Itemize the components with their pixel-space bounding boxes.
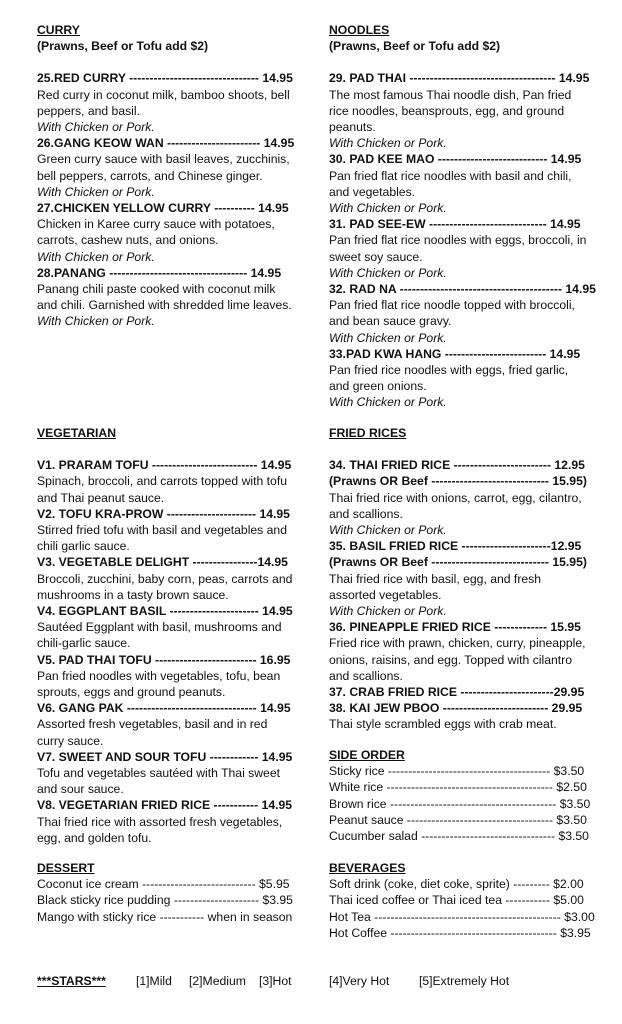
item-description: Thai fried rice with assorted fresh vegetables, egg, and golden tofu. (37, 814, 283, 845)
item-title: V4. EGGPLANT BASIL ---------------------- 14.95 (37, 604, 293, 619)
stars-label: ***STARS*** (37, 974, 106, 988)
item-note: With Chicken or Pork. (329, 136, 447, 151)
item-description: Pan fried flat rice noodles with basil and chili, and vegetables. (329, 168, 572, 199)
item-note: With Chicken or Pork. (329, 604, 447, 619)
side-order-section (329, 747, 591, 844)
item-title: 27.CHICKEN YELLOW CURRY ---------- 14.95 (37, 201, 289, 216)
price-row: Brown rice ----------------------------------------- $3.50 (329, 796, 591, 811)
item-description: Spinach, broccoli, and carrots topped with tofu and Thai peanut sauce. (37, 474, 287, 505)
item-price-alt: (Prawns OR Beef ----------------------------- 15.95) (329, 474, 587, 489)
left-column (37, 22, 295, 962)
menu-item (37, 200, 295, 265)
spice-level-5: [5]Extremely Hot (419, 974, 510, 988)
fried-rices-section (329, 425, 587, 733)
price-row: Peanut sauce ------------------------------------ $3.50 (329, 812, 587, 827)
item-title: 32. RAD NA ---------------------------------------- 14.95 (329, 282, 596, 297)
right-column (329, 22, 596, 962)
item-description: Stirred fried tofu with basil and vegetables and chili garlic sauce. (37, 523, 287, 554)
item-title: 31. PAD SEE-EW ----------------------------- 14.95 (329, 217, 581, 232)
item-title: 26.GANG KEOW WAN ----------------------- 14.95 (37, 136, 295, 151)
price-row: Sticky rice ---------------------------------------- $3.50 (329, 764, 585, 779)
price-row: White rice ----------------------------------------- $2.50 (329, 780, 587, 795)
item-description: Pan fried noodles with vegetables, tofu, bean sprouts, eggs and ground peanuts. (37, 668, 281, 700)
item-title: 30. PAD KEE MAO --------------------------- 14.95 (329, 152, 582, 167)
item-note: With Chicken or Pork. (329, 330, 447, 345)
side-order-heading: SIDE ORDER (329, 748, 405, 762)
item-description: Thai style scrambled eggs with crab meat. (329, 717, 557, 732)
curry-subheading: (Prawns, Beef or Tofu add $2) (37, 39, 209, 54)
item-title: 25.RED CURRY -------------------------------- 14.95 (37, 71, 293, 86)
item-note: With Chicken or Pork. (37, 249, 155, 264)
item-description: Thai fried rice with onions, carrot, egg, cilantro, and scallions. (329, 490, 582, 521)
item-description: Panang chili paste cooked with coconut milk and chili. Garnished with shredded lime leaves. (37, 282, 292, 313)
menu-item (37, 135, 295, 200)
item-note: With Chicken or Pork. (37, 184, 155, 199)
item-title: V3. VEGETABLE DELIGHT ----------------14.95 (37, 555, 288, 570)
price-row: Thai iced coffee or Thai iced tea ----------- $5.00 (329, 893, 584, 908)
item-note: With Chicken or Pork. (37, 314, 155, 329)
item-title: V7. SWEET AND SOUR TOFU ------------ 14.95 (37, 749, 293, 764)
item-description: Green curry sauce with basil leaves, zucchinis, bell peppers, carrots, and Chinese ginger. (37, 152, 290, 183)
item-description: Fried rice with prawn, chicken, curry, pineapple, onions, raisins, and egg. Topped with cilantro and scallions. (329, 636, 586, 683)
item-note: With Chicken or Pork. (329, 201, 447, 216)
item-description: Pan fried rice noodles with eggs, fried garlic, and green onions. (329, 363, 569, 394)
price-row: Black sticky rice pudding --------------------- $3.95 (37, 893, 293, 908)
item-title: 37. CRAB FRIED RICE -----------------------29.95 (329, 685, 585, 700)
spice-level-2: [2]Medium (189, 974, 246, 988)
spice-level-3: [3]Hot (259, 974, 292, 988)
price-row: Hot Tea ---------------------------------------------- $3.00 (329, 909, 595, 924)
dessert-heading: DESSERT (37, 861, 95, 875)
item-description: Pan fried flat rice noodle topped with broccoli, and bean sauce gravy. (329, 298, 575, 329)
item-note: With Chicken or Pork. (37, 120, 155, 135)
spice-level-1: [1]Mild (136, 974, 172, 988)
item-description: Assorted fresh vegetables, basil and in red curry sauce. (37, 717, 268, 748)
item-description: Chicken in Karee curry sauce with potatoes, carrots, cashew nuts, and onions. (37, 217, 275, 248)
noodles-section (329, 22, 596, 411)
beverages-section (329, 860, 595, 941)
item-note: With Chicken or Pork. (329, 395, 447, 410)
item-title: 29. PAD THAI ------------------------------------ 14.95 (329, 71, 590, 86)
item-description: Broccoli, zucchini, baby corn, peas, carrots and mushrooms in a tasty brown sauce. (37, 571, 293, 602)
noodles-heading: NOODLES (329, 23, 390, 37)
item-title: V6. GANG PAK -------------------------------- 14.95 (37, 701, 291, 716)
item-title: 38. KAI JEW PBOO -------------------------- 29.95 (329, 701, 583, 716)
curry-section (37, 22, 295, 330)
price-row: Mango with sticky rice ----------- when in season (37, 909, 293, 924)
item-title: 36. PINEAPPLE FRIED RICE ------------- 15.95 (329, 620, 581, 635)
spice-level-legend (37, 973, 597, 989)
menu-item (37, 265, 295, 330)
item-title: V5. PAD THAI TOFU ------------------------- 16.95 (37, 652, 291, 667)
item-title: 35. BASIL FRIED RICE ----------------------12.95 (329, 539, 582, 554)
item-title: V8. VEGETARIAN FRIED RICE ----------- 14.95 (37, 798, 293, 813)
item-title: 33.PAD KWA HANG ------------------------- 14.95 (329, 346, 581, 361)
price-row: Cucumber salad --------------------------------- $3.50 (329, 829, 589, 844)
price-row: Coconut ice cream ---------------------------- $5.95 (37, 877, 290, 892)
item-title: 28.PANANG ---------------------------------- 14.95 (37, 265, 282, 280)
vegetarian-heading: VEGETARIAN (37, 426, 116, 440)
item-description: Tofu and vegetables sautéed with Thai sweet and sour sauce. (37, 766, 281, 797)
price-row: Soft drink (coke, diet coke, sprite) --------- $2.00 (329, 877, 584, 892)
item-note: With Chicken or Pork. (329, 523, 447, 538)
spice-level-4: [4]Very Hot (329, 974, 390, 988)
fried-rices-heading: FRIED RICES (329, 426, 407, 440)
item-title: V2. TOFU KRA-PROW ---------------------- 14.95 (37, 506, 290, 521)
item-description: Thai fried rice with basil, egg, and fresh assorted vegetables. (329, 571, 542, 602)
item-note: With Chicken or Pork. (329, 265, 447, 280)
item-description: The most famous Thai noodle dish, Pan fried rice noodles, beansprouts, egg, and ground peanuts. (329, 87, 572, 135)
vegetarian-section (37, 425, 295, 846)
menu-item (37, 70, 295, 135)
beverages-heading: BEVERAGES (329, 861, 406, 875)
item-description: Pan fried flat rice noodles with eggs, broccoli, in sweet soy sauce. (329, 233, 587, 264)
item-description: Sautéed Eggplant with basil, mushrooms and chili-garlic sauce. (37, 620, 282, 651)
item-price-alt: (Prawns OR Beef ----------------------------- 15.95) (329, 555, 587, 570)
item-description: Red curry in coconut milk, bamboo shoots, bell peppers, and basil. (37, 87, 290, 118)
item-title: 34. THAI FRIED RICE ------------------------ 12.95 (329, 458, 585, 473)
curry-heading: CURRY (37, 23, 80, 37)
noodles-subheading: (Prawns, Beef or Tofu add $2) (329, 39, 501, 54)
item-title: V1. PRARAM TOFU -------------------------- 14.95 (37, 458, 292, 473)
dessert-section (37, 860, 295, 925)
price-row: Hot Coffee ----------------------------------------- $3.95 (329, 925, 591, 940)
